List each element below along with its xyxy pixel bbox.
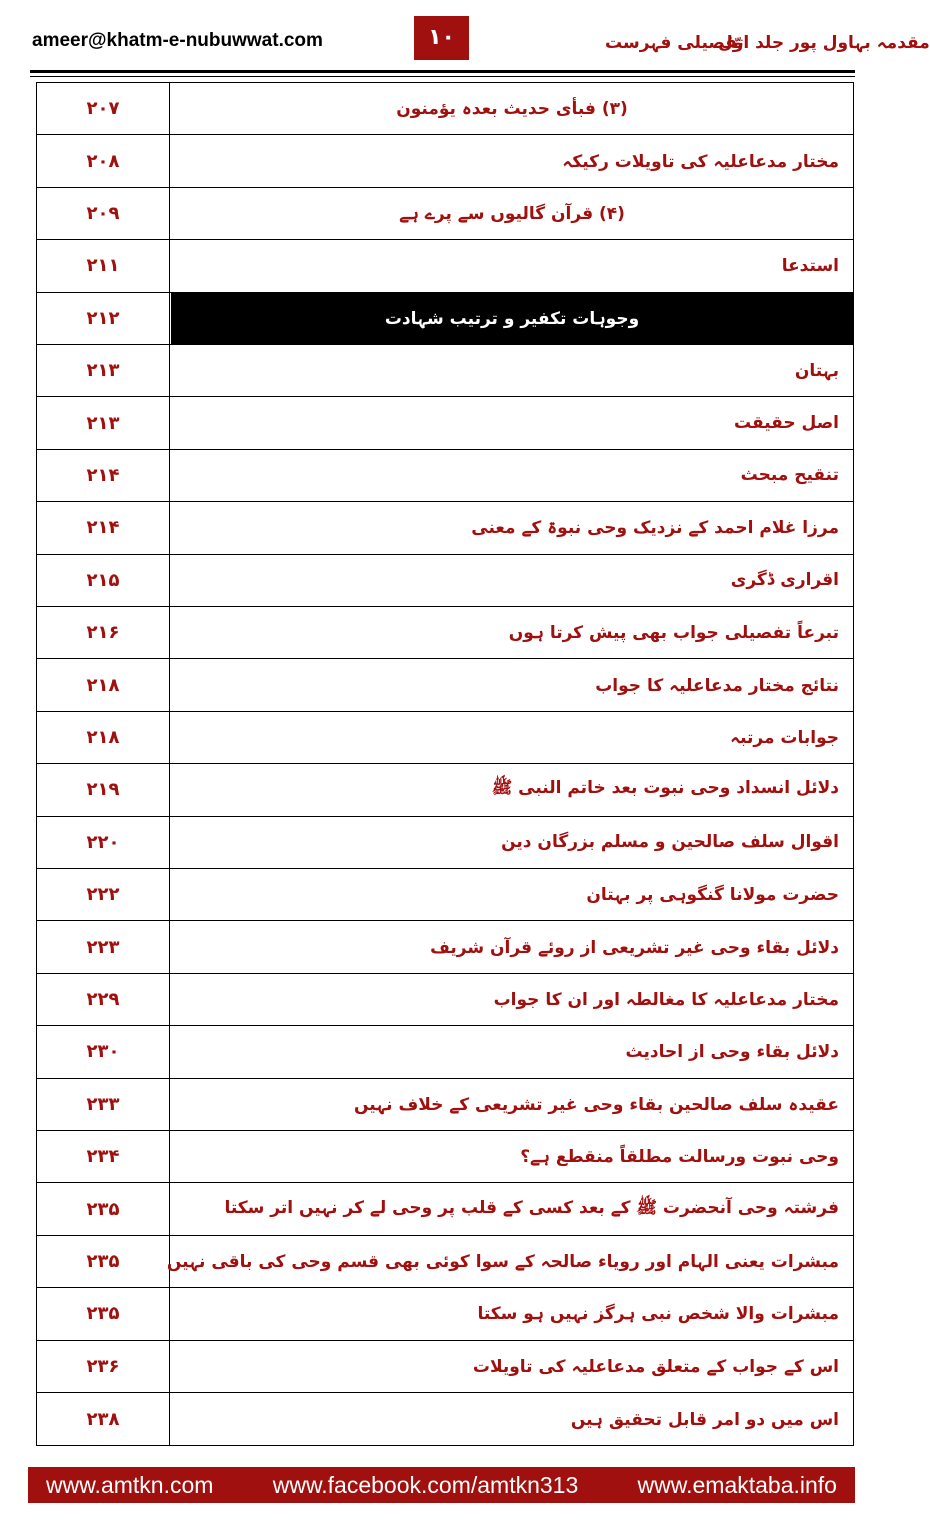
toc-page-number: ۲۲۲ <box>37 869 170 920</box>
toc-entry-title: دلائل انسداد وحی نبوت بعد خاتم النبی ﷺ <box>491 778 839 799</box>
toc-row[interactable] <box>37 1026 853 1078</box>
toc-row[interactable] <box>37 240 853 292</box>
footer-link-amtkn[interactable]: www.amtkn.com <box>46 1471 214 1498</box>
toc-page-number: ۲۳۵ <box>37 1236 170 1287</box>
footer-link-facebook[interactable]: www.facebook.com/amtkn313 <box>272 1471 579 1498</box>
toc-row[interactable] <box>37 135 853 187</box>
toc-entry-title: (۴) قرآن گالیوں سے پرے ہے <box>399 203 625 224</box>
toc-row[interactable] <box>37 188 853 240</box>
toc-entry-title: وحی نبوت ورسالت مطلقاً منقطع ہے؟ <box>520 1147 839 1168</box>
footer-bar <box>28 1467 855 1503</box>
toc-entry-title: اقراری ڈگری <box>730 570 839 591</box>
toc-entry-title: جوابات مرتبہ <box>730 727 839 748</box>
toc-entry-title: اقوال سلف صالحین و مسلم بزرگان دین <box>501 832 839 853</box>
toc-row[interactable] <box>37 1393 853 1445</box>
toc-entry-title: تبرعاً تفصیلی جواب بھی پیش کرتا ہوں <box>508 623 839 644</box>
toc-entry-title: اس میں دو امر قابل تحقیق ہیں <box>570 1409 839 1430</box>
toc-row[interactable] <box>37 397 853 449</box>
toc-row[interactable] <box>37 764 853 816</box>
toc-page-number: ۲۱۴ <box>37 502 170 553</box>
toc-page-number: ۲۱۹ <box>37 764 170 815</box>
toc-entry-title: دلائل بقاء وحی از احادیث <box>625 1041 839 1062</box>
toc-page-number: ۲۳۵ <box>37 1288 170 1339</box>
toc-row[interactable] <box>37 345 853 397</box>
section-title: تفصیلی فہرست <box>605 33 744 53</box>
toc-page-number: ۲۱۵ <box>37 555 170 606</box>
book-title: مقدمہ بہاول پور جلد اوّل <box>718 33 930 53</box>
toc-row[interactable] <box>37 869 853 921</box>
toc-row[interactable] <box>37 974 853 1026</box>
toc-page-number: ۲۰۸ <box>37 135 170 186</box>
toc-page-number: ۲۲۰ <box>37 817 170 868</box>
toc-page-number: ۲۰۹ <box>37 188 170 239</box>
toc-row[interactable] <box>37 293 853 345</box>
toc-row[interactable] <box>37 712 853 764</box>
toc-row[interactable] <box>37 1236 853 1288</box>
toc-page-number: ۲۳۶ <box>37 1341 170 1392</box>
toc-page-number: ۲۱۳ <box>37 397 170 448</box>
toc-row[interactable] <box>37 450 853 502</box>
email-address[interactable]: ameer@khatm-e-nubuwwat.com <box>32 30 323 51</box>
toc-entry-title: نتائج مختار مدعاعلیہ کا جواب <box>595 675 839 696</box>
toc-row[interactable] <box>37 817 853 869</box>
toc-entry-title: اصل حقیقت <box>733 413 839 434</box>
toc-entry-title: مختار مدعاعلیہ کی تاویلات رکیکہ <box>562 151 839 172</box>
toc-entry-title: مبشرات والا شخص نبی ہرگز نہیں ہو سکتا <box>477 1304 839 1325</box>
page-number-badge: ۱۰ <box>414 16 469 60</box>
toc-entry-title: اس کے جواب کے متعلق مدعاعلیہ کی تاویلات <box>472 1356 839 1377</box>
toc-page-number: ۲۳۰ <box>37 1026 170 1077</box>
toc-row[interactable] <box>37 921 853 973</box>
toc-page-number: ۲۲۳ <box>37 921 170 972</box>
toc-section-heading: وجوہات تکفیر و ترتیب شہادت <box>171 293 853 344</box>
toc-row[interactable] <box>37 83 853 135</box>
page-header <box>0 0 930 76</box>
toc-row[interactable] <box>37 1183 853 1235</box>
toc-page-number: ۲۳۳ <box>37 1079 170 1130</box>
toc-page-number: ۲۳۵ <box>37 1183 170 1234</box>
toc-entry-title: مرزا غلام احمد کے نزدیک وحی نبوۃ کے معنی <box>471 518 839 539</box>
toc-page-number: ۲۱۳ <box>37 345 170 396</box>
table-of-contents <box>36 82 854 1446</box>
toc-row[interactable] <box>37 1341 853 1393</box>
toc-entry-title: مختار مدعاعلیہ کا مغالطہ اور ان کا جواب <box>493 989 839 1010</box>
toc-row[interactable] <box>37 607 853 659</box>
toc-page-number: ۲۰۷ <box>37 83 170 134</box>
toc-entry-title: فرشتہ وحی آنحضرت ﷺ کے بعد کسی کے قلب پر وحی لے کر نہیں اتر سکتا <box>224 1197 839 1218</box>
toc-entry-title: بہتان <box>794 361 839 382</box>
toc-row[interactable] <box>37 1131 853 1183</box>
toc-page-number: ۲۱۸ <box>37 712 170 763</box>
toc-entry-title: عقیدہ سلف صالحین بقاء وحی غیر تشریعی کے خلاف نہیں <box>353 1094 839 1115</box>
toc-entry-title: استدعا <box>781 255 839 276</box>
toc-page-number: ۲۲۹ <box>37 974 170 1025</box>
toc-entry-title: تنقیح مبحث <box>740 465 839 486</box>
header-divider-thick <box>30 70 855 73</box>
toc-row[interactable] <box>37 502 853 554</box>
toc-entry-title: دلائل بقاء وحی غیر تشریعی از روئے قرآن شریف <box>430 937 839 958</box>
toc-page-number: ۲۱۲ <box>37 293 170 344</box>
toc-page-number: ۲۱۱ <box>37 240 170 291</box>
toc-entry-title: حضرت مولانا گنگوہی پر بہتان <box>586 885 839 906</box>
toc-entry-title: (۳) فبأی حدیث بعدہ یؤمنون <box>396 99 628 120</box>
header-divider-thin <box>30 76 855 77</box>
toc-row[interactable] <box>37 1288 853 1340</box>
toc-entry-title: مبشرات یعنی الہام اور رویاء صالحہ کے سوا کوئی بھی قسم وحی کی باقی نہیں <box>166 1251 839 1272</box>
toc-page-number: ۲۳۸ <box>37 1393 170 1445</box>
toc-row[interactable] <box>37 1079 853 1131</box>
toc-page-number: ۲۳۴ <box>37 1131 170 1182</box>
toc-row[interactable] <box>37 555 853 607</box>
toc-row[interactable] <box>37 659 853 711</box>
toc-page-number: ۲۱۴ <box>37 450 170 501</box>
toc-page-number: ۲۱۸ <box>37 659 170 710</box>
toc-page-number: ۲۱۶ <box>37 607 170 658</box>
footer-link-emaktaba[interactable]: www.emaktaba.info <box>637 1471 837 1498</box>
